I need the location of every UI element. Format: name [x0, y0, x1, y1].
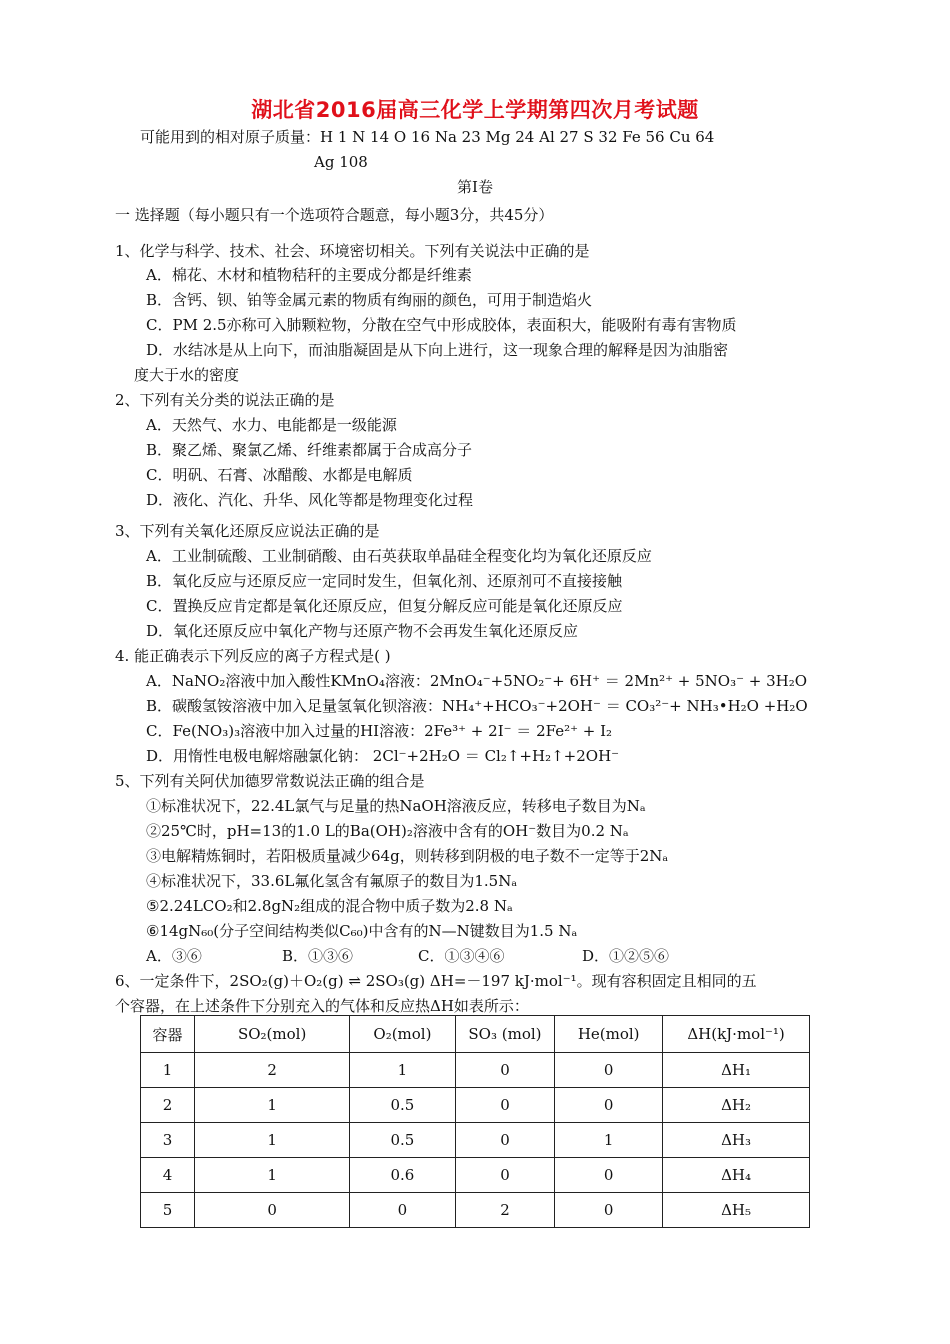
header-o2: O₂(mol)	[350, 1016, 455, 1053]
question-5-option-c: C．①③④⑥	[418, 947, 505, 965]
question-5-statement-4: ④标准状况下，33.6L氟化氢含有氟原子的数目为1.5Nₐ	[146, 872, 518, 890]
table-cell: 0.5	[350, 1123, 455, 1158]
question-5-option-b: B．①③⑥	[282, 947, 354, 965]
question-5-option-a: A．③⑥	[146, 947, 202, 965]
question-3-stem: 3、下列有关氧化还原反应说法正确的是	[115, 522, 380, 540]
question-4-option-c: C．Fe(NO₃)₃溶液中加入过量的HI溶液：2Fe³⁺ + 2I⁻ ＝ 2Fe²⁺ + I₂	[146, 722, 613, 740]
table-cell: ΔH₃	[663, 1123, 810, 1158]
question-5-stem: 5、下列有关阿伏加德罗常数说法正确的组合是	[115, 772, 425, 790]
question-5-statement-3: ③电解精炼铜时，若阳极质量减少64g，则转移到阴极的电子数不一定等于2Nₐ	[146, 847, 669, 865]
table-cell: 1	[350, 1053, 455, 1088]
table-cell: ΔH₁	[663, 1053, 810, 1088]
question-2-option-c: C．明矾、石膏、冰醋酸、水都是电解质	[146, 466, 413, 484]
question-3-option-b: B．氧化反应与还原反应一定同时发生，但氧化剂、还原剂可不直接接触	[146, 572, 623, 590]
table-cell: 3	[141, 1123, 195, 1158]
table-cell: 2	[455, 1193, 555, 1228]
atomic-masses-line-1: 可能用到的相对原子质量：H 1 N 14 O 16 Na 23 Mg 24 Al 27 S 32 Fe 56 Cu 64	[140, 128, 715, 146]
table-cell: 1	[555, 1123, 663, 1158]
atomic-masses-line-2: Ag 108	[314, 153, 368, 171]
exam-title: 湖北省2016届高三化学上学期第四次月考试题	[251, 98, 699, 122]
table-cell: 4	[141, 1158, 195, 1193]
table-cell: ΔH₅	[663, 1193, 810, 1228]
reaction-heat-table	[140, 1015, 810, 1228]
question-6-stem: 6、一定条件下，2SO₂(g)＋O₂(g) ⇌ 2SO₃(g) ΔH=－197 kJ·mol⁻¹。现有容积固定且相同的五	[115, 972, 757, 990]
table-cell: 0	[350, 1193, 455, 1228]
header-delta-h: ΔH(kJ·mol⁻¹)	[663, 1016, 810, 1053]
question-6-stem-continued: 个容器，在上述条件下分别充入的气体和反应热ΔH如表所示：	[115, 997, 529, 1015]
table-row	[141, 1158, 810, 1193]
table-cell: 0	[555, 1158, 663, 1193]
question-1-option-d: D．水结冰是从上向下，而油脂凝固是从下向上进行，这一现象合理的解释是因为油脂密	[146, 341, 729, 359]
table-cell: 2	[195, 1053, 350, 1088]
table-cell: 0	[455, 1158, 555, 1193]
table-cell: 0	[195, 1193, 350, 1228]
table-cell: 0.5	[350, 1088, 455, 1123]
table-cell: 5	[141, 1193, 195, 1228]
table-cell: 0	[555, 1088, 663, 1123]
table-cell: 0.6	[350, 1158, 455, 1193]
question-4-option-a: A．NaNO₂溶液中加入酸性KMnO₄溶液：2MnO₄⁻+5NO₂⁻+ 6H⁺ ＝ 2Mn²⁺ + 5NO₃⁻ + 3H₂O	[146, 672, 808, 690]
table-cell: 1	[141, 1053, 195, 1088]
table-row	[141, 1053, 810, 1088]
header-so2: SO₂(mol)	[195, 1016, 350, 1053]
question-1-option-b: B．含钙、钡、铂等金属元素的物质有绚丽的颜色，可用于制造焰火	[146, 291, 593, 309]
table-cell: 1	[195, 1123, 350, 1158]
table-cell: 1	[195, 1088, 350, 1123]
question-3-option-a: A．工业制硫酸、工业制硝酸、由石英获取单晶硅全程变化均为氧化还原反应	[146, 547, 652, 565]
section-header: 一 选择题（每小题只有一个选项符合题意，每小题3分，共45分）	[115, 206, 554, 224]
question-4-option-b: B．碳酸氢铵溶液中加入足量氢氧化钡溶液：NH₄⁺+HCO₃⁻+2OH⁻ ＝ CO₃²⁻+ NH₃•H₂O +H₂O	[146, 697, 808, 715]
question-1-stem: 1、化学与科学、技术、社会、环境密切相关。下列有关说法中正确的是	[115, 242, 590, 260]
question-2-option-b: B．聚乙烯、聚氯乙烯、纤维素都属于合成高分子	[146, 441, 473, 459]
header-he: He(mol)	[555, 1016, 663, 1053]
table-cell: 0	[555, 1193, 663, 1228]
table-row	[141, 1123, 810, 1158]
table-cell: 0	[555, 1053, 663, 1088]
question-2-stem: 2、下列有关分类的说法正确的是	[115, 391, 335, 409]
question-1-option-a: A．棉花、木材和植物秸秆的主要成分都是纤维素	[146, 266, 472, 284]
question-2-option-d: D．液化、汽化、升华、风化等都是物理变化过程	[146, 491, 474, 509]
table-cell: 1	[195, 1158, 350, 1193]
header-container: 容器	[141, 1016, 195, 1053]
table-row	[141, 1193, 810, 1228]
table-cell: 0	[455, 1053, 555, 1088]
table-row	[141, 1088, 810, 1123]
question-5-statement-5: ⑤2.24LCO₂和2.8gN₂组成的混合物中质子数为2.8 Nₐ	[146, 897, 513, 915]
question-5-statement-6: ⑥14gN₆₀(分子空间结构类似C₆₀)中含有的N—N键数目为1.5 Nₐ	[146, 922, 578, 940]
table-cell: ΔH₂	[663, 1088, 810, 1123]
question-5-statement-2: ②25℃时，pH=13的1.0 L的Ba(OH)₂溶液中含有的OH⁻数目为0.2 Nₐ	[146, 822, 629, 840]
question-3-option-c: C．置换反应肯定都是氧化还原反应，但复分解反应可能是氧化还原反应	[146, 597, 623, 615]
question-1-option-c: C．PM 2.5亦称可入肺颗粒物，分散在空气中形成胶体，表面积大，能吸附有毒有害物质	[146, 316, 737, 334]
volume-label: 第Ⅰ卷	[457, 178, 493, 196]
table-cell: 0	[455, 1123, 555, 1158]
table-cell: 2	[141, 1088, 195, 1123]
table-header-row	[141, 1016, 810, 1053]
question-2-option-a: A．天然气、水力、电能都是一级能源	[146, 416, 397, 434]
question-4-option-d: D．用惰性电极电解熔融氯化钠： 2Cl⁻+2H₂O ＝ Cl₂↑+H₂↑+2OH⁻	[146, 747, 620, 765]
table-cell: ΔH₄	[663, 1158, 810, 1193]
header-so3: SO₃ (mol)	[455, 1016, 555, 1053]
table-cell: 0	[455, 1088, 555, 1123]
question-5-option-d: D．①②⑤⑥	[582, 947, 670, 965]
question-4-stem: 4. 能正确表示下列反应的离子方程式是( )	[115, 647, 391, 665]
question-1-option-d-continued: 度大于水的密度	[134, 366, 240, 384]
question-5-statement-1: ①标准状况下，22.4L氯气与足量的热NaOH溶液反应，转移电子数目为Nₐ	[146, 797, 646, 815]
question-3-option-d: D．氧化还原反应中氧化产物与还原产物不会再发生氧化还原反应	[146, 622, 579, 640]
